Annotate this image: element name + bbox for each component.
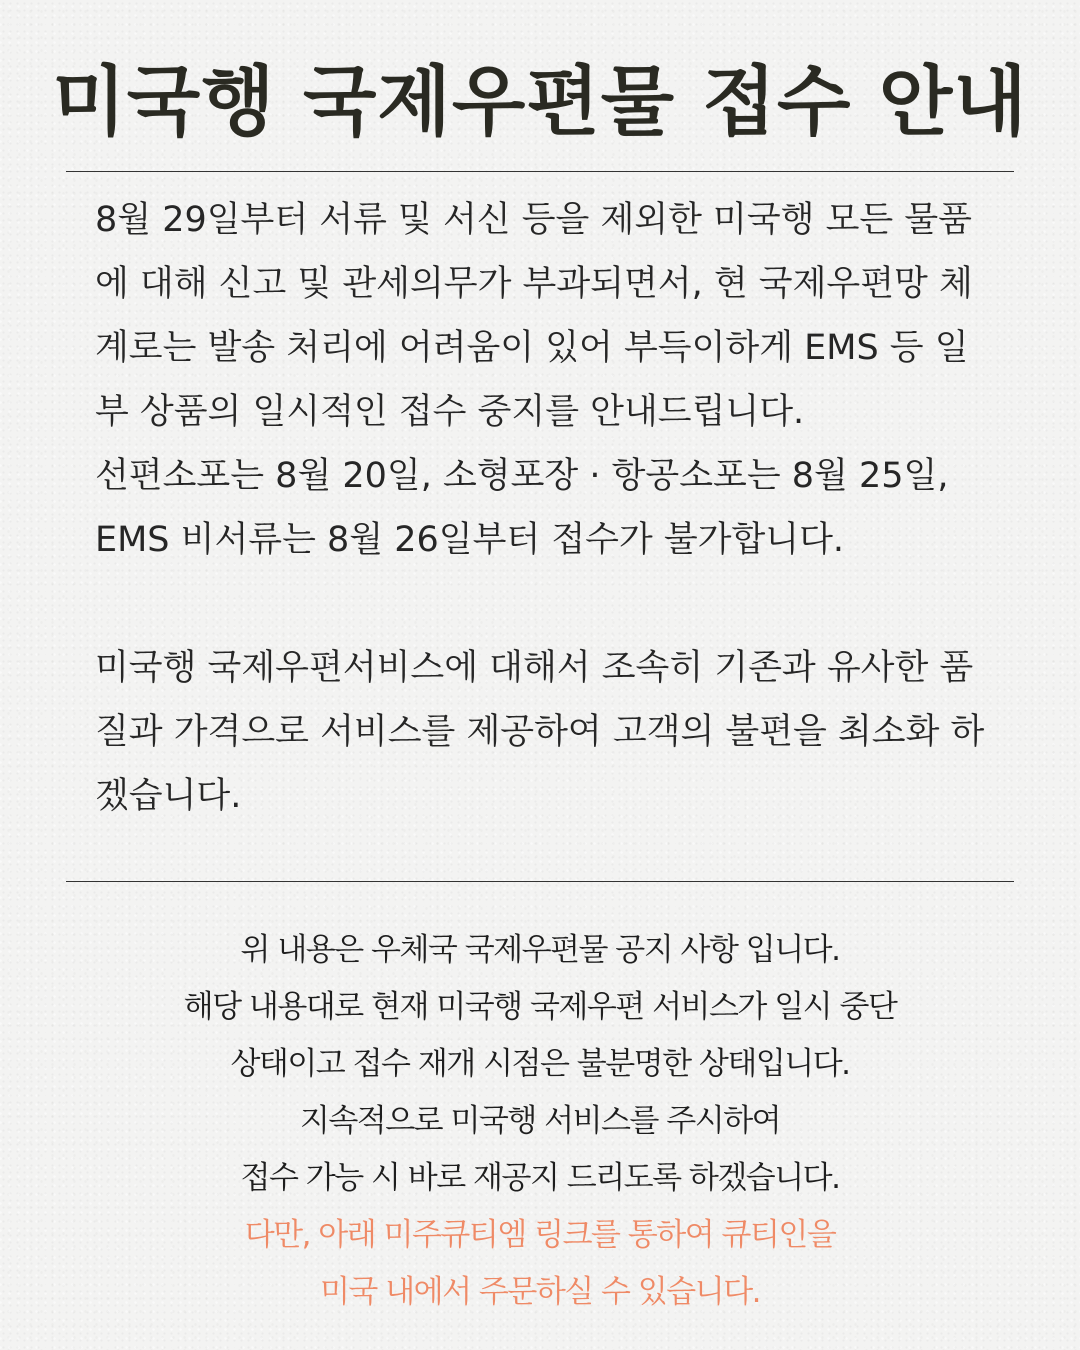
note-accent-line: 미국 내에서 주문하실 수 있습니다. xyxy=(319,1274,760,1310)
note-line: 상태이고 접수 재개 시점은 불분명한 상태입니다. xyxy=(230,1046,850,1082)
middle-divider xyxy=(66,881,1014,882)
notice-body xyxy=(95,188,1000,828)
note-line: 지속적으로 미국행 서비스를 주시하여 xyxy=(299,1103,781,1139)
note-line: 접수 가능 시 바로 재공지 드리도록 하겠습니다. xyxy=(240,1160,840,1196)
note-line: 위 내용은 우체국 국제우편물 공지 사항 입니다. xyxy=(240,932,840,968)
paragraph-spacer xyxy=(95,572,1000,636)
note-line: 해당 내용대로 현재 미국행 국제우편 서비스가 일시 중단 xyxy=(183,989,897,1025)
page-title: 미국행 국제우편물 접수 안내 xyxy=(52,57,1028,146)
top-divider xyxy=(66,171,1014,172)
body-paragraph-suspension: 8월 29일부터 서류 및 서신 등을 제외한 미국행 모든 물품에 대해 신고 및 관세의무가 부과되면서, 현 국제우편망 체계로는 발송 처리에 어려움이 있어 부득이하게 EMS 등 일부 상품의 일시적인 접수 중지를 안내드립니다. xyxy=(95,200,973,432)
body-paragraph-commitment: 미국행 국제우편서비스에 대해서 조속히 기존과 유사한 품질과 가격으로 서비스를 제공하여 고객의 불편을 최소화 하겠습니다. xyxy=(95,648,985,816)
note-accent-line: 다만, 아래 미주큐티엠 링크를 통하여 큐티인을 xyxy=(244,1217,836,1253)
body-paragraph-dates: 선편소포는 8월 20일, 소형포장 · 항공소포는 8월 25일, EMS 비서류는 8월 26일부터 접수가 불가합니다. xyxy=(95,456,949,560)
store-note xyxy=(40,922,1040,1321)
